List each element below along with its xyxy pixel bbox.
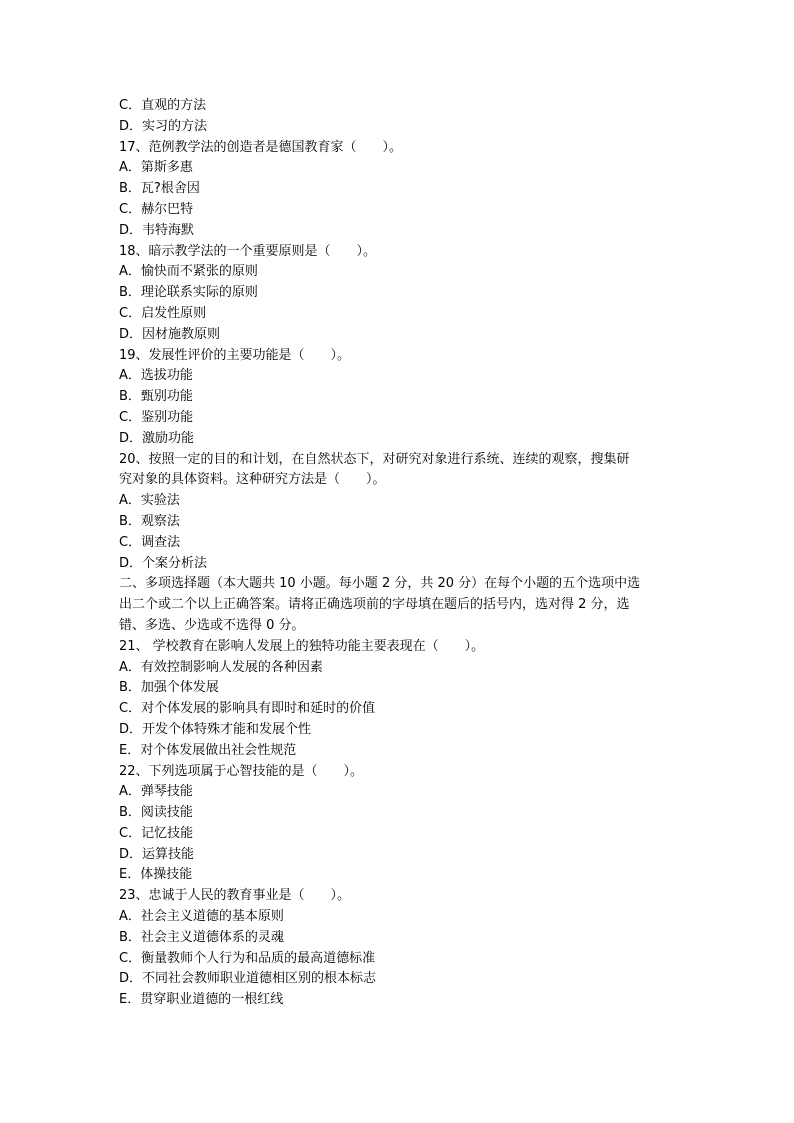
option-line: A．愉快而不紧张的原则: [119, 264, 258, 280]
question-21: 21、 学校教育在影响人发展上的独特功能主要表现在（ ）。: [119, 638, 485, 654]
question-18: 18、暗示教学法的一个重要原则是（ ）。: [119, 243, 377, 259]
option-line: A．实验法: [119, 493, 180, 509]
option-line: D．韦特海默: [119, 222, 195, 238]
question-20-line-2: 究对象的具体资料。这种研究方法是（ ）。: [119, 472, 386, 488]
question-19: 19、发展性评价的主要功能是（ ）。: [119, 347, 351, 363]
option-line: E．体操技能: [119, 867, 193, 883]
option-line: D．开发个体特殊才能和发展个性: [119, 721, 312, 737]
question-23: 23、忠诚于人民的教育事业是（ ）。: [119, 888, 351, 904]
option-line: C．记忆技能: [119, 825, 194, 841]
option-line: D．因材施教原则: [119, 326, 221, 342]
section-heading-line-2: 出二个或二个以上正确答案。请将正确选项前的字母填在题后的括号内，选对得 2 分，选: [119, 597, 630, 613]
option-line: A．社会主义道德的基本原则: [119, 909, 284, 925]
option-line: B．瓦?根舍因: [119, 181, 200, 197]
option-line: A．第斯多惠: [119, 160, 193, 176]
option-line: B．甄别功能: [119, 389, 193, 405]
section-heading-line-1: 二、多项选择题（本大题共 10 小题。每小题 2 分，共 20 分）在每个小题的五个选项中选: [119, 576, 641, 592]
option-line: D．运算技能: [119, 846, 195, 862]
option-line: C．直观的方法: [119, 98, 207, 113]
option-line: C．启发性原则: [119, 305, 207, 321]
option-line: B．观察法: [119, 513, 180, 529]
option-line: D．不同社会教师职业道德相区别的根本标志: [119, 971, 377, 987]
option-line: C．调查法: [119, 534, 181, 550]
option-line: A．选拔功能: [119, 368, 193, 384]
option-line: E．贯穿职业道德的一根红线: [119, 992, 284, 1008]
option-line: A．有效控制影响人发展的各种因素: [119, 659, 323, 675]
option-line: C．衡量教师个人行为和品质的最高道德标准: [119, 950, 376, 966]
option-line: D．个案分析法: [119, 555, 208, 571]
question-22: 22、下列选项属于心智技能的是（ ）。: [119, 763, 364, 779]
option-line: B．理论联系实际的原则: [119, 285, 258, 301]
section-heading-line-3: 错、多选、少选或不选得 0 分。: [119, 617, 305, 633]
option-line: D．实习的方法: [119, 118, 208, 134]
option-line: B．社会主义道德体系的灵魂: [119, 929, 284, 945]
document-page: [119, 96, 679, 1011]
option-line: C．赫尔巴特: [119, 201, 194, 217]
option-line: B．加强个体发展: [119, 680, 219, 696]
option-line: B．阅读技能: [119, 805, 193, 821]
question-17: 17、范例教学法的创造者是德国教育家（ ）。: [119, 139, 403, 155]
option-line: C．对个体发展的影响具有即时和延时的价值: [119, 701, 376, 717]
question-20-line-1: 20、按照一定的目的和计划，在自然状态下，对研究对象进行系统、连续的观察，搜集研: [119, 451, 630, 467]
option-line: E．对个体发展做出社会性规范: [119, 742, 297, 758]
option-line: A．弹琴技能: [119, 784, 193, 800]
option-line: D．激励功能: [119, 430, 195, 446]
option-line: C．鉴别功能: [119, 409, 194, 425]
